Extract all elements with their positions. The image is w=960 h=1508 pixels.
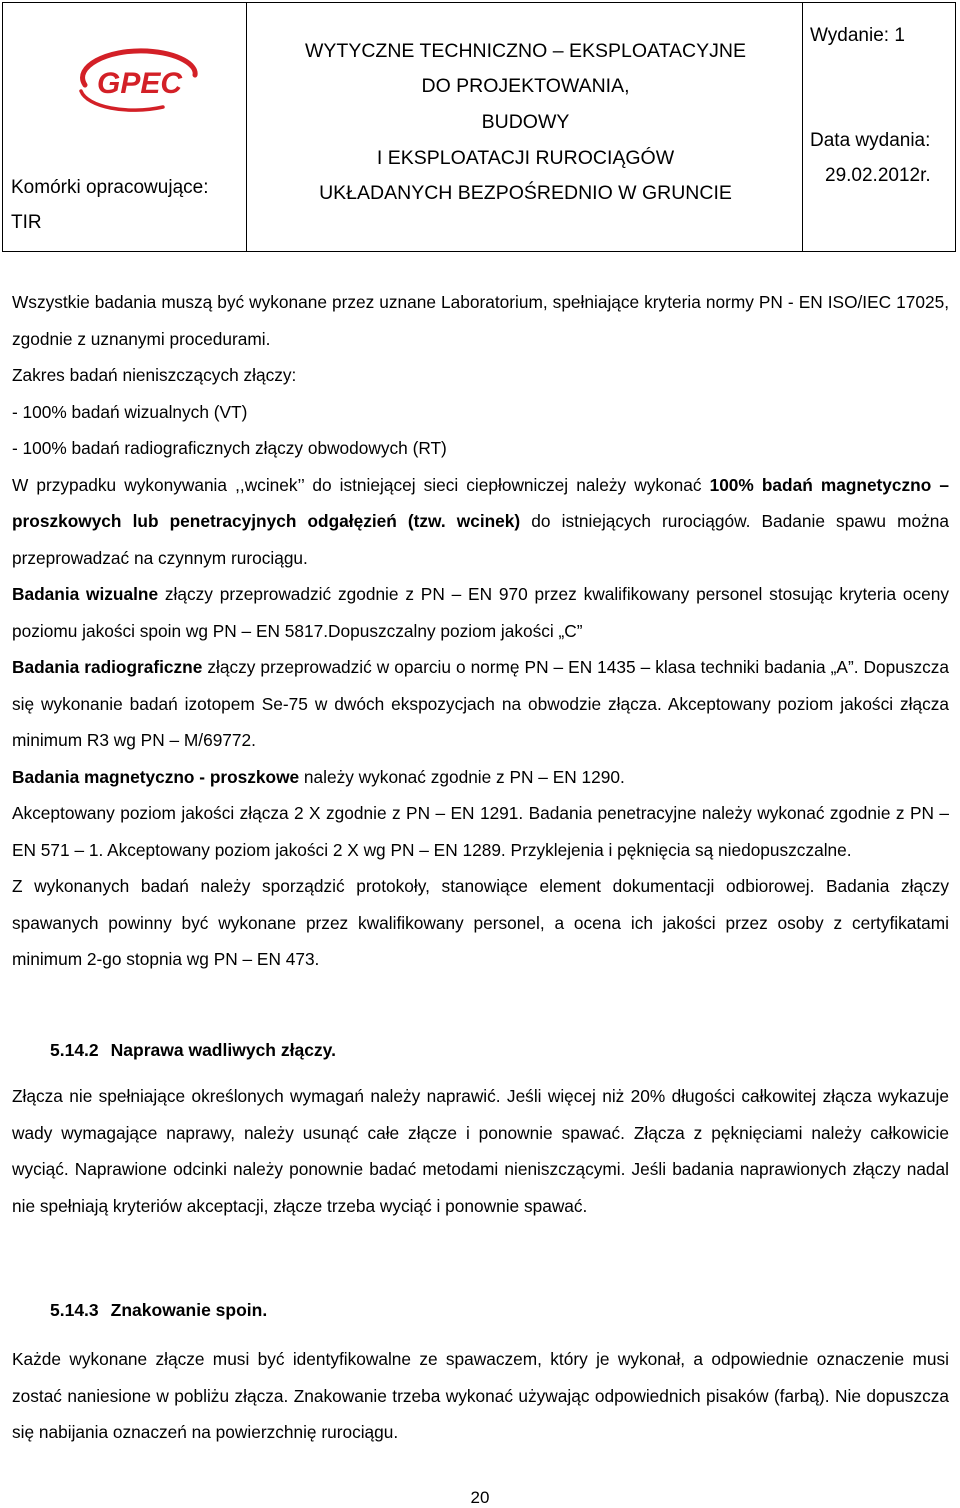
doc-title-line: I EKSPLOATACJI RUROCIĄGÓW — [376, 147, 675, 169]
section-number: 5.14.3 — [50, 1300, 99, 1320]
paragraph — [12, 759, 949, 796]
paragraph: Wszystkie badania muszą być wykonane przez uznane Laboratorium, spełniające kryteria normy PN - EN ISO/IEC 17025, zgodnie z uznanymi procedurami. — [12, 292, 949, 349]
doc-title-line: WYTYCZNE TECHNICZNO – EKSPLOATACYJNE — [305, 40, 746, 62]
section-title: Znakowanie spoin. — [110, 1300, 268, 1320]
text-run: złączy przeprowadzić zgodnie z PN – EN 970 przez kwalifikowany personel stosując kryteria oceny poziomu jakości spoin wg PN – EN 5817.Dopuszczalny poziom jakości „C” — [12, 584, 949, 641]
doc-title-line: UKŁADANYCH BEZPOŚREDNIO W GRUNCIE — [319, 182, 732, 204]
document-header — [2, 2, 956, 252]
paragraph — [12, 467, 949, 577]
section-title: Naprawa wadliwych złączy. — [110, 1040, 336, 1060]
main-text-block — [12, 284, 949, 978]
bold-text: Badania wizualne — [12, 584, 159, 604]
list-item: - 100% badań radiograficznych złączy obwodowych (RT) — [12, 438, 447, 458]
prepared-by-value: TIR — [11, 212, 42, 233]
text-run: złączy przeprowadzić w oparciu o normę PN – EN 1435 – klasa techniki badania „A”. Dopuszcza się wykonanie badań izotopem Se-75 w dwóch ekspozycjach na obwodzie złącza. Akceptowany poziom jakości złącza minimum R3 wg PN – M/69772. — [12, 657, 949, 750]
bold-text: Badania radiograficzne — [12, 657, 203, 677]
issue-date-value: 29.02.2012r. — [825, 165, 931, 186]
text-run: do istniejących rurociągów. Badanie spawu można przeprowadzać na czynnym rurociągu. — [12, 511, 949, 568]
logo-text: GPEC — [97, 67, 183, 100]
section-number: 5.14.2 — [50, 1040, 99, 1060]
section-heading — [50, 1300, 267, 1321]
paragraph: Zakres badań nieniszczących złączy: — [12, 365, 297, 385]
gpec-logo — [67, 45, 201, 117]
doc-title-line: DO PROJEKTOWANIA, — [421, 75, 630, 97]
paragraph: Złącza nie spełniające określonych wymagań należy naprawić. Jeśli więcej niż 20% długości całkowitej złącza wykazuje wady wymagające naprawy, należy usunąć całe złącze i ponownie spawać. Złącza z pęknięciami należy całkowicie wyciąć. Naprawione odcinki należy ponownie badać metodami nieniszczącymi. Jeśli badania naprawionych złączy nadal nie spełniają kryteriów akceptacji, złącze trzeba wyciąć i ponownie spawać. — [12, 1086, 949, 1216]
prepared-by-label: Komórki opracowujące: — [11, 177, 209, 198]
edition-label: Wydanie: 1 — [810, 25, 905, 46]
text-run: należy wykonać zgodnie z PN – EN 1290. — [299, 766, 625, 787]
paragraph: Każde wykonane złącze musi być identyfikowalne ze spawaczem, który je wykonał, a odpowiednie oznaczenie musi zostać naniesione w pobliżu złącza. Znakowanie trzeba wykonać używając odpowiednich pisaków (farbą). Nie dopuszcza się nabijania oznaczeń na powierzchnię rurociągu. — [12, 1349, 949, 1442]
text-run: W przypadku wykonywania ,,wcinek’’ do istniejącej sieci ciepłowniczej należy wykonać — [12, 474, 710, 495]
list-item: - 100% badań wizualnych (VT) — [12, 401, 248, 422]
paragraph — [12, 649, 949, 759]
bold-text: Badania magnetyczno - proszkowe — [12, 766, 300, 787]
issue-date-label: Data wydania: — [810, 130, 931, 151]
paragraph: Akceptowany poziom jakości złącza 2 X zgodnie z PN – EN 1291. Badania penetracyjne należy wykonać zgodnie z PN – EN 571 – 1. Akceptowany poziom jakości 2 X wg PN – EN 1289. Przyklejenia i pęknięcia są niedopuszczalne. — [12, 803, 949, 860]
section-text — [12, 1341, 949, 1451]
paragraph: Z wykonanych badań należy sporządzić protokoły, stanowiące element dokumentacji odbiorowej. Badania złączy spawanych powinny być wykonane przez kwalifikowany personel, a ocena ich jakości przez osoby z certyfikatami minimum 2-go stopnia wg PN – EN 473. — [12, 876, 949, 969]
section-heading — [50, 1040, 336, 1061]
page-number: 20 — [470, 1488, 490, 1507]
section-text — [12, 1078, 949, 1224]
doc-title-line: BUDOWY — [481, 111, 570, 133]
paragraph — [12, 576, 949, 649]
header-divider — [246, 3, 247, 251]
bold-text: 100% badań magnetyczno – proszkowych lub penetracyjnych odgałęzień (tzw. wcinek) — [12, 474, 949, 531]
